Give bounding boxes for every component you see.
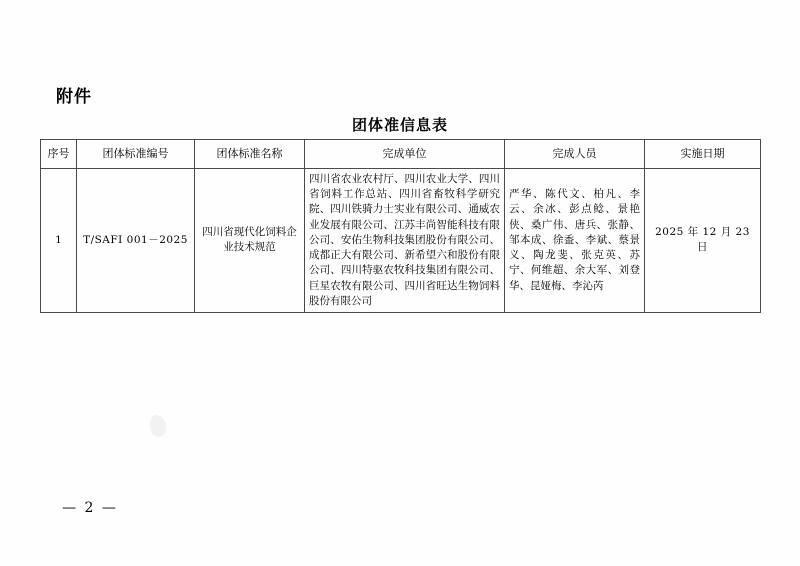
cell-completion-persons: 严华、陈代文、柏凡、李云、余冰、彭点鲶、景艳侠、桑广伟、唐兵、张静、邹本成、徐盉、李斌、蔡景义、陶龙斐、张克英、苏宁、何维超、余大军、刘登华、昆娅梅、李沁芮 <box>505 169 645 313</box>
cell-seq: 1 <box>41 169 77 313</box>
paper-smudge-mark <box>150 415 166 437</box>
column-header-person: 完成人员 <box>505 140 645 169</box>
cell-completion-units: 四川省农业农村厅、四川农业大学、四川省饲料工作总站、四川省畜牧科学研究院、四川铁骑力士实业有限公司、通威农业发展有限公司、江苏丰尚智能科技有限公司、安佑生物科技集团股份有限公司、成都正大有限公司、新希望六和股份有限公司、四川特驱农牧科技集团有限公司、巨星农牧有限公司、四川省旺达生物饲料股份有限公司 <box>305 169 505 313</box>
page-number: — 2 — <box>62 500 118 516</box>
column-header-name: 团体标准名称 <box>195 140 305 169</box>
column-header-unit: 完成单位 <box>305 140 505 169</box>
table-row <box>41 169 761 313</box>
cell-standard-name: 四川省现代化饲料企业技术规范 <box>195 169 305 313</box>
column-header-code: 团体标准编号 <box>77 140 195 169</box>
page-title: 团体准信息表 <box>351 116 448 134</box>
page-footer <box>0 500 800 516</box>
attachment-label: 附件 <box>56 87 92 107</box>
column-header-seq: 序号 <box>41 140 77 169</box>
cell-implementation-date: 2025 年 12 月 23 日 <box>645 169 761 313</box>
standards-info-table <box>40 139 761 313</box>
table-header-row <box>41 140 761 169</box>
cell-standard-code: T/SAFI 001－2025 <box>77 169 195 313</box>
column-header-date: 实施日期 <box>645 140 761 169</box>
